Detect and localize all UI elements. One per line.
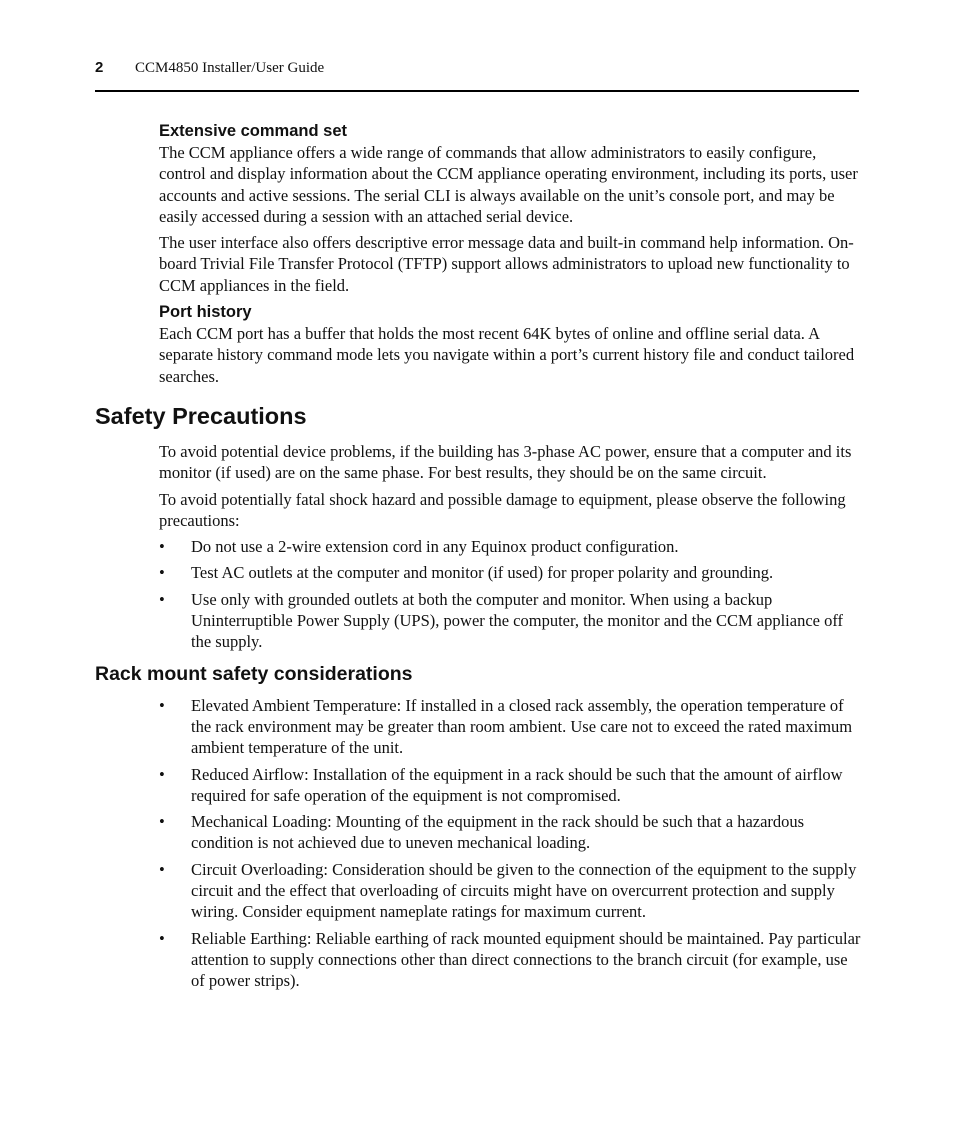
bullet-text: Use only with grounded outlets at both the computer and monitor. When using a backup Uninterruptible Power Supply (UPS), power the computer, the monitor and the CCM appliance off the supply. [191, 589, 844, 652]
safety-paragraph: To avoid potentially fatal shock hazard and possible damage to equipment, please observe the following precautions: [159, 489, 846, 530]
safety-bullet-item [159, 589, 861, 653]
port-history-heading: Port history [159, 303, 252, 322]
document-title: CCM4850 Installer/User Guide [135, 60, 325, 76]
bullet-text: Do not use a 2-wire extension cord in any Equinox product configuration. [191, 537, 679, 557]
rack-bullet-item [159, 695, 861, 759]
extensive-command-set-paragraph: The CCM appliance offers a wide range of commands that allow administrators to easily configure, control and display information about the CCM appliance operating environment, including its ports, user accounts and active sessions. The serial CLI is always available on the unit’s console port, and may be easily accessed during a session with an attached serial device. [159, 143, 858, 226]
bullet-text: Mechanical Loading: Mounting of the equipment in the rack should be such that a hazardous condition is not achieved due to uneven mechanical loading. [191, 812, 805, 853]
bullet-text: Elevated Ambient Temperature: If installed in a closed rack assembly, the operation temperature of the rack environment may be greater than room ambient. Use care not to exceed the rated maximum ambient temperature of the unit. [191, 695, 853, 758]
extensive-command-set-heading: Extensive command set [159, 122, 347, 140]
extensive-command-set-paragraph: The user interface also offers descriptive error message data and built-in command help information. On-board Trivial File Transfer Protocol (TFTP) support allows administrators to upload new functionality to CCM appliances in the field. [159, 233, 854, 295]
page-content [95, 120, 861, 997]
bullet-text: Test AC outlets at the computer and monitor (if used) for proper polarity and grounding. [191, 563, 774, 583]
bullet-text: Reliable Earthing: Reliable earthing of rack mounted equipment should be maintained. Pay particular attention to supply connections other than direct connections to the branch circuit (for example, use of power strips). [191, 928, 861, 991]
bullet-icon: • [159, 764, 165, 784]
rack-bullet-item [159, 764, 861, 807]
rack-bullet-list [159, 695, 861, 992]
safety-paragraph: To avoid potential device problems, if the building has 3-phase AC power, ensure that a computer and its monitor (if used) are on the same phase. For best results, they should be on the same circuit. [159, 441, 852, 483]
bullet-text: Reduced Airflow: Installation of the equipment in a rack should be such that the amount of airflow required for safe operation of the equipment is not compromised. [191, 764, 843, 805]
bullet-text: Circuit Overloading: Consideration should be given to the connection of the equipment to the supply circuit and the effect that overloading of circuits might have on overcurrent protection and supply wiring. Consider equipment nameplate ratings for maximum current. [191, 859, 857, 922]
rack-bullet-item [159, 859, 861, 923]
safety-precautions-heading: Safety Precautions [95, 402, 307, 429]
safety-bullet-item [159, 562, 861, 583]
bullet-icon: • [159, 928, 165, 948]
bullet-icon: • [159, 859, 165, 879]
page-header [95, 58, 859, 92]
bullet-icon: • [159, 537, 165, 557]
port-history-paragraph: Each CCM port has a buffer that holds the most recent 64K bytes of online and offline serial data. A separate history command mode lets you navigate within a port’s current history file and conduct tailored searches. [159, 324, 855, 386]
bullet-icon: • [159, 589, 165, 609]
bullet-icon: • [159, 563, 165, 583]
bullet-icon: • [159, 695, 165, 715]
rack-bullet-item [159, 928, 861, 992]
page-number: 2 [95, 59, 104, 76]
safety-bullet-item [159, 536, 861, 557]
rack-bullet-item [159, 811, 861, 854]
safety-bullet-list [159, 536, 861, 652]
rack-mount-safety-heading: Rack mount safety considerations [95, 662, 413, 685]
bullet-icon: • [159, 812, 165, 832]
